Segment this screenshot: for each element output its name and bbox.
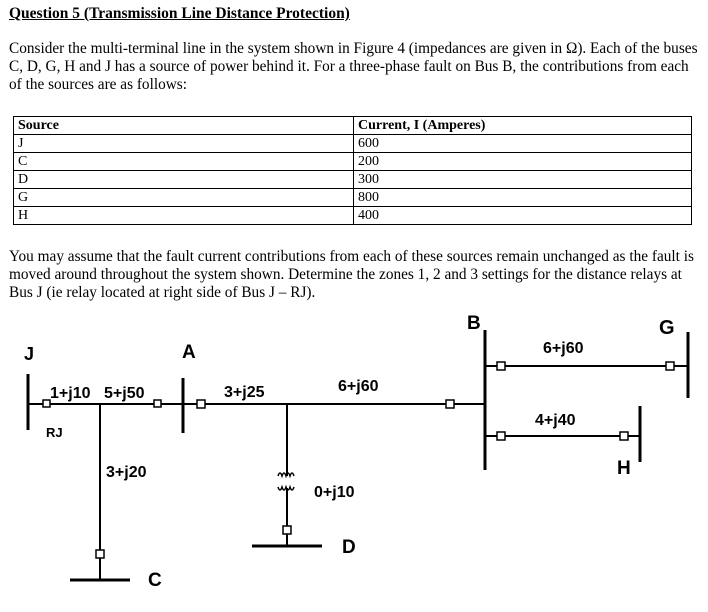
single-line-diagram (0, 300, 708, 612)
intro-paragraph: Consider the multi-terminal line in the system shown in Figure 4 (impedances are given in Ω). Each of the buses C, D, G, H and J has a source of power behind it. For a three-phase fault on Bus B, the contributions from each of the sources are as follows: (9, 40, 698, 93)
task-paragraph: You may assume that the fault current contributions from each of these sources remain unchanged as the fault is moved around throughout the system shown. Determine the zones 1, 2 and 3 settings for the distance relays at Bus J (ie relay located at right side of Bus J – RJ). (9, 248, 694, 301)
label-bus-j: J (24, 344, 35, 364)
label-z-bh: 4+j40 (535, 412, 576, 429)
source-current-table (13, 116, 692, 225)
label-z-j1: 1+j10 (50, 385, 91, 402)
cell-current: 800 (354, 189, 692, 207)
cell-source: G (14, 189, 354, 207)
label-relay-rj: RJ (46, 425, 63, 440)
cell-current: 300 (354, 171, 692, 189)
cell-current: 600 (354, 135, 692, 153)
label-bus-c: C (148, 570, 162, 591)
label-bus-g: G (659, 317, 675, 339)
header-current: Current, I (Amperes) (354, 117, 692, 135)
breaker-b-left (446, 400, 454, 408)
breaker-rj (43, 400, 50, 407)
table-row (14, 135, 692, 153)
table-row (14, 189, 692, 207)
label-z-ac: 3+j20 (106, 464, 147, 481)
table-row (14, 153, 692, 171)
label-z-bg: 6+j60 (543, 340, 584, 357)
table-header-row (14, 117, 692, 135)
label-bus-b: B (467, 313, 481, 334)
question-heading: Question 5 (Transmission Line Distance Protection) (9, 5, 350, 22)
table-row (14, 171, 692, 189)
label-z-a1: 3+j25 (224, 384, 265, 401)
label-bus-a: A (182, 342, 196, 363)
breaker-b-h (497, 432, 505, 440)
label-z-a2: 6+j60 (338, 378, 379, 395)
breaker-g (666, 362, 674, 370)
label-z-d: 0+j10 (314, 484, 355, 501)
table-row (14, 207, 692, 225)
breaker-a-left (154, 400, 161, 407)
breaker-d (283, 526, 291, 534)
cell-current: 200 (354, 153, 692, 171)
cell-source: J (14, 135, 354, 153)
breaker-c (96, 550, 104, 558)
breaker-a-right (197, 400, 205, 408)
label-z-j2: 5+j50 (104, 385, 145, 402)
label-bus-h: H (617, 458, 631, 479)
label-bus-d: D (342, 537, 356, 558)
cell-source: H (14, 207, 354, 225)
breaker-h (620, 432, 628, 440)
breaker-b-g (497, 362, 505, 370)
header-source: Source (14, 117, 354, 135)
cell-source: C (14, 153, 354, 171)
cell-current: 400 (354, 207, 692, 225)
cell-source: D (14, 171, 354, 189)
